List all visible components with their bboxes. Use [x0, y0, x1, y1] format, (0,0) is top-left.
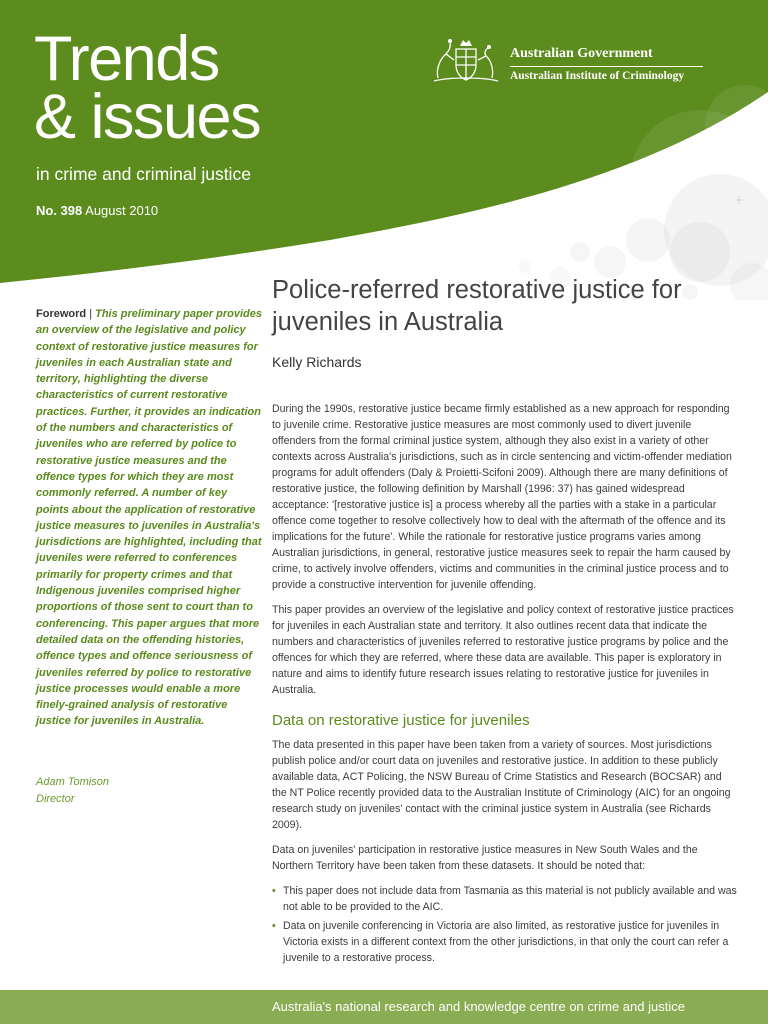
body-paragraph: This paper provides an overview of the legislative and policy context of restorative justice practices for juveniles in each Australian state and territory. It also outlines recent data that indicate the numbers and characteristics of juveniles referred to restorative justice programs by police and the offences for which they are referred, where these data are available. This paper is exploratory in nature and aims to identify future research issues relating to restorative justice for juveniles in Australia.: [272, 604, 734, 696]
government-divider: [510, 66, 703, 67]
signatory-title: Director: [36, 793, 75, 805]
masthead-title: [34, 24, 261, 152]
bullet-item: • Data on juvenile conferencing in Victoria are also limited, as restorative justice for juveniles in Victoria exists in a different context from the other jurisdictions, in that only the court can refer a juvenile to a restorative process.: [272, 918, 738, 966]
article-author: Kelly Richards: [272, 354, 362, 370]
masthead-subtitle: in crime and criminal justice: [36, 164, 251, 184]
foreword: [36, 306, 262, 730]
masthead-title-line1: Trends: [34, 24, 219, 94]
foreword-text: This preliminary paper provides an overview of the legislative and policy context of restorative justice measures for juveniles in each Australian state and territory, highlighting the diverse characteristics of current restorative practices. Further, it provides an indication of the numbers and characteristics of juveniles who are referred by police to restorative justice measures and the offence types for which they are most commonly referred. A number of key points about the application of restorative justice measures to juveniles in Australia's jurisdictions are highlighted, including that juveniles were referred to conferences primarily for property crimes and that Indigenous juveniles comprised higher proportions of those sent to court than to conferencing. This paper argues that more detailed data on the offending histories, offence types and offence seriousness of juveniles referred by police to restorative justice processes would enable a more finely-grained analysis of restorative justice for juveniles in Australia.: [36, 308, 262, 728]
institute-name: Australian Institute of Criminology: [510, 70, 685, 82]
issue-info: [36, 203, 158, 218]
bullet-item: • This paper does not include data from Tasmania as this material is not publicly available and was not able to be provided to the AIC.: [272, 883, 738, 915]
foreword-label: Foreword: [36, 308, 87, 320]
bullet-list: [272, 883, 738, 966]
foreword-separator: |: [89, 308, 93, 320]
article-title: Police-referred restorative justice for juveniles in Australia: [272, 276, 682, 336]
body-paragraph: Data on juveniles' participation in restorative justice measures in New South Wales and the Northern Territory have been taken from these datasets. It should be noted that:: [272, 844, 698, 872]
footer-tagline: Australia's national research and knowledge centre on crime and justice: [272, 999, 685, 1014]
government-logo-block: [430, 36, 710, 88]
body-paragraph: During the 1990s, restorative justice became firmly established as a new approach for responding to juvenile crime. Restorative justice measures are most commonly used to divert juvenile offenders from the formal criminal justice system, although they also exist in a variety of other contexts across Australia's jurisdictions, such as in circle sentencing and victim-offender mediation programs for adult offenders (Daly & Proietti-Scifoni 2009). Although there are many definitions of restorative justice, the following definition by Marshall (1996: 37) has gained widespread acceptance: '[restorative justice is] a process whereby all the parties with a stake in a particular offence come together to resolve collectively how to deal with the aftermath of the offence and its implications for the future'. While the rationale for restorative justice programs varies among Australian jurisdictions, in general, restorative justice measures seek to repair the harm caused by crime, to actively involve offenders, victims and communities in the criminal justice process and to provide a constructive intervention for juvenile offending.: [272, 403, 732, 591]
foreword-signature: [36, 774, 109, 808]
signatory-name: Adam Tomison: [36, 776, 109, 788]
section-heading: Data on restorative justice for juveniles: [272, 712, 530, 729]
issue-number: No. 398: [36, 203, 83, 218]
body-paragraph: The data presented in this paper have been taken from a variety of sources. Most jurisdictions publish police and/or court data on juveniles and restorative justice. In addition to these publicly available data, ACT Policing, the NSW Bureau of Crime Statistics and Research (BOCSAR) and the NT Police recently provided data to the Australian Institute of Criminology (AIC) for an ongoing research study on juveniles' contact with the criminal justice system in Australia (see Richards 2009).: [272, 739, 731, 831]
coat-of-arms-icon: [430, 36, 502, 84]
masthead-title-line2: & issues: [34, 82, 261, 152]
article-body: [272, 401, 738, 969]
issue-date: August 2010: [85, 203, 159, 218]
government-name: Australian Government: [510, 46, 653, 61]
